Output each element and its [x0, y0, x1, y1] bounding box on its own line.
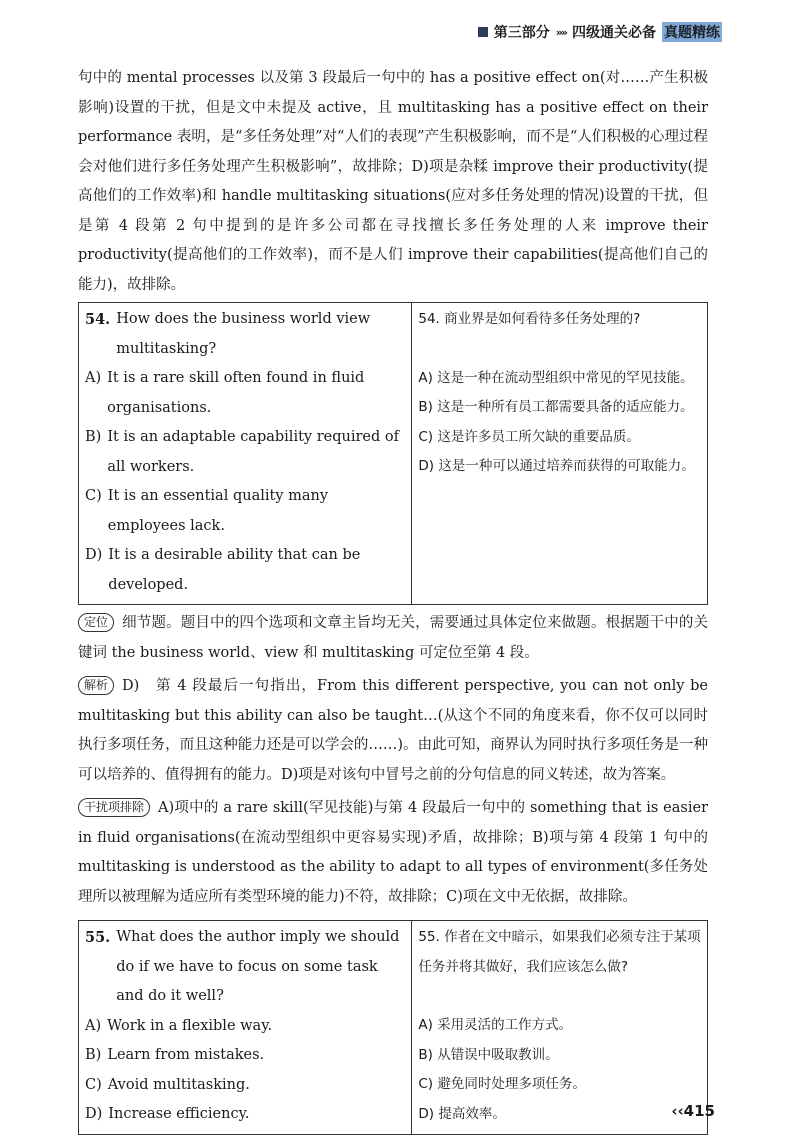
option-b-cn: B) 从错误中吸取教训。 [418, 1046, 559, 1063]
header-title-highlight: 真题精练 [662, 22, 722, 42]
option-d-cn: D) 提高效率。 [418, 1105, 506, 1122]
running-header [478, 22, 722, 42]
analysis-tag: 解析 [78, 676, 114, 695]
question-54-number: 54. [85, 311, 111, 328]
analysis-paragraph [78, 672, 708, 790]
option-c-cn: C) 避免同时处理多项任务。 [418, 1076, 586, 1092]
distractor-text: A)项中的 a rare skill(罕见技能)与第 4 段最后一句中的 something that is easier in fluid organisations(在流动型组织中更容易实现)矛盾，故排除；B)项与第 4 段第 1 句中的 multitasking is understood as the ability to adapt to all types of environment(多任务处理所以被理解为适应所有类型环境的能力)不符，故排除；C)项在文中无依据，故排除。 [78, 800, 708, 905]
question-54-stem-cn: 54. 商业界是如何看待多任务处理的? [418, 311, 641, 327]
header-arrows: »» [555, 25, 566, 39]
intro-paragraph: 句中的 mental processes 以及第 3 段最后一句中的 has a positive effect on(对……产生积极影响)设置的干扰，但是文中未提及 active，且 multitasking has a positive effect on their performance 表明，是“多任务处理”对“人们的表现”产生积极影响，而不是“人们积极的心理过程会对他们进行多任务处理产生积极影响”，故排除；D)项是杂糅 improve their productivity(提高他们的工作效率)和 handle multitasking situations(应对多任务处理的情况)设置的干扰，但是第 4 段第 2 句中提到的是许多公司都在寻找擅长多任务处理的人来 improve their productivity(提高他们的工作效率)，而不是人们 improve their capabilities(提高他们自己的能力)，故排除。 [78, 70, 708, 293]
locate-text: 细节题。题目中的四个选项和文章主旨均无关，需要通过具体定位来做题。根据题干中的关键词 the business world、view 和 multitasking 可定位至第 4 段。 [78, 615, 708, 661]
option-a-en: A) It is a rare skill often found in fluid organisations. [85, 370, 365, 416]
option-d-cn: D) 这是一种可以通过培养而获得的可取能力。 [418, 458, 695, 474]
option-d-en: D) It is a desirable ability that can be developed. [85, 547, 361, 593]
option-a-cn: A) 采用灵活的工作方式。 [418, 1017, 573, 1033]
question-54-cn [412, 303, 708, 605]
page-number: ‹‹415 [671, 1102, 715, 1120]
option-b-cn: B) 这是一种所有员工都需要具备的适应能力。 [418, 399, 694, 415]
question-55-stem-en: What does the author imply we should do if we have to focus on some task and do it well? [116, 929, 400, 1004]
header-title-main: 四级通关必备 [572, 25, 656, 41]
option-c-en: C) Avoid multitasking. [85, 1076, 250, 1093]
distractor-tag: 干扰项排除 [78, 798, 150, 817]
question-55-stem-cn: 55. 作者在文中暗示，如果我们必须专注于某项任务并将其做好，我们应该怎么做? [418, 929, 701, 975]
locate-tag: 定位 [78, 613, 114, 632]
option-c-cn: C) 这是许多员工所欠缺的重要品质。 [418, 428, 640, 445]
question-55-table [78, 920, 708, 1135]
option-b-en: B) Learn from mistakes. [85, 1047, 265, 1063]
option-a-cn: A) 这是一种在流动型组织中常见的罕见技能。 [418, 369, 694, 386]
analysis-text: D) 第 4 段最后一句指出，From this different perspective, you can not only be multitasking but this ability can also be taught…(从这个不同的角度来看，你不仅可以同时执行多项任务，而且这种能力还是可以学会的……)。由此可知，商界认为同时执行多项任务是一种可以培养的、值得拥有的能力。D)项是对该句中冒号之前的分句信息的同义转述，故为答案。 [78, 678, 708, 783]
question-55-number: 55. [85, 929, 111, 946]
distractor-paragraph [78, 794, 708, 912]
header-section: 第三部分 [493, 25, 550, 41]
locate-paragraph [78, 609, 708, 668]
option-d-en: D) Increase efficiency. [85, 1106, 250, 1122]
question-54-en [79, 303, 412, 605]
option-b-en: B) It is an adaptable capability required of all workers. [85, 429, 399, 475]
question-55-cn [412, 921, 708, 1135]
question-54-stem-en: How does the business world view multitasking? [116, 311, 371, 357]
option-c-en: C) It is an essential quality many employees lack. [85, 488, 329, 534]
page-content [78, 64, 708, 1139]
option-a-en: A) Work in a flexible way. [85, 1017, 273, 1034]
header-square-icon [478, 27, 488, 37]
question-54-table [78, 302, 708, 605]
question-55-en [79, 921, 412, 1135]
